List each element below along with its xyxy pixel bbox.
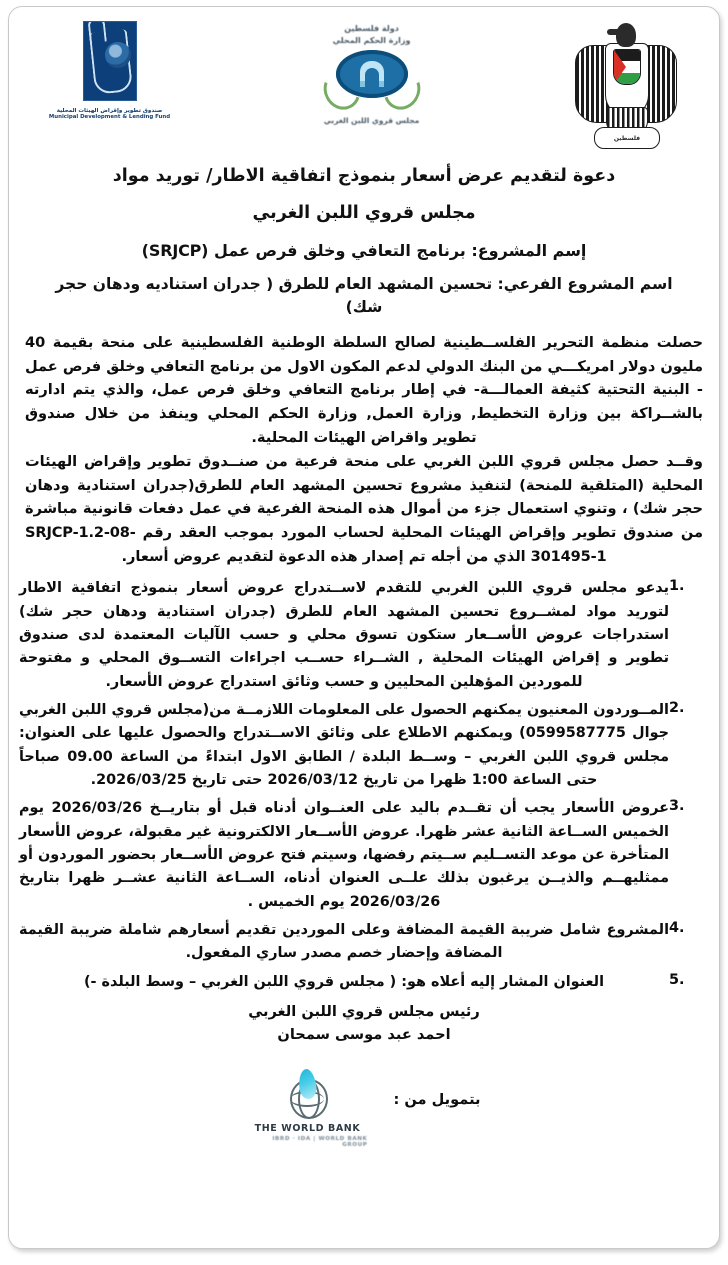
ministry-line-1: دولة فلسطين [344, 24, 399, 33]
ministry-line-2: وزارة الحكم المحلي [332, 35, 411, 45]
clause-number: 3. [669, 798, 685, 815]
mdlf-logo [27, 21, 192, 121]
mdlf-caption [49, 108, 170, 121]
body-paragraph-2: وقــد حصل مجلس قروي اللبن الغربي على منحة فرعية من صنــدوق تطوير وإقراض الهيئات المحلية (المتلقية للمنحة) لتنفيذ مشروع تحسين المشهد العام للطرق(جدران استنادية ودهان حجر شك) ، وتنوي استعمال جزء من أموال هذه المنحة الفرعية في عمل دفعات قانونية مباشرة من صندوق تطوير وإقراض الهيئات المحلية لحساب المورد بموجب العقد رقم SRJCP-1.2-08-301495-1 الذي من أجله تم إصدار هذه الدعوة لتقديم عروض أسعار. [25, 453, 703, 565]
palestine-flag-shield-icon [613, 49, 641, 85]
clause-number: 1. [669, 578, 685, 595]
numbered-clause-list [9, 577, 719, 994]
clause-text: المشروع شامل ضريبة القيمة المضافة وعلى الموردين تقديم أسعارهم شاملة ضريبة القيمة المضافة وإحضار خصم مصدر ساري المفعول. [19, 922, 669, 962]
document-body [9, 331, 719, 568]
signatory-name: احمد عبد موسى سمحان [277, 1026, 451, 1044]
eagle-scroll-banner [594, 127, 660, 149]
ministry-arch-shape [360, 61, 384, 87]
clause-text: المــوردون المعنيون يمكنهم الحصول على المعلومات اللازمــة من(مجلس قروي اللبن الغربي جوال 0599587775) ويمكنهم الاطلاع على وثائق الاســتدراج والحصول عليها على العنوان: مجلس قروي اللبن الغربي – وســط البلدة / الطابق الاول ابتداءً من الساعة 09.00 صباحاً حتى الساعة 1:00 ظهرا من تاريخ 2026/03/12 حتى تاريخ 2026/03/25. [19, 702, 670, 789]
eagle-scroll-text: فلسطين [613, 134, 641, 142]
world-bank-logo [247, 1069, 367, 1148]
world-bank-subtitle: IBRD · IDA | WORLD BANK GROUP [272, 1135, 368, 1148]
clause-number: 4. [669, 920, 685, 936]
mdlf-caption-english: Municipal Development & Lending Fund [48, 114, 171, 121]
palestine-coat-of-arms-logo [551, 21, 701, 153]
mdlf-caption-arabic: صندوق تطوير وإقراض الهيئات المحلية [56, 108, 163, 114]
ministry-emblem-icon [320, 48, 424, 112]
funding-footer [9, 1069, 719, 1148]
clause-text: العنوان المشار إليه أعلاه هو: ( مجلس قروي اللبن الغربي – وسط البلدة -) [83, 973, 605, 990]
world-bank-name: THE WORLD BANK [254, 1122, 361, 1134]
clause-number: 2. [669, 700, 685, 717]
clause-item [19, 919, 703, 966]
project-name-title: إسم المشروع: برنامج التعافي وخلق فرص عمل (SRJCP) [141, 240, 587, 260]
clause-text: عروض الأسعار يجب أن تقــدم باليد على العنــوان أدناه قبل أو بتاريــخ 2026/03/26 يوم الخميس الســاعة الثانية عشر ظهرا. عروض الأســعار الالكترونية غير مقبولة، عروض الأسعار المتأخرة عن موعد التســليم ســيتم رفضها، وسيتم فتح عروض الأســعار بحضور الموردون أو ممثليهــم والذيــن يرغبون بذلك علــى العنوان أدناه، الســاعة الثانية عشــر ظهرا بتاريخ 2026/03/26 يوم الخميس . [19, 800, 669, 910]
ministry-heading [333, 23, 411, 46]
page-title: دعوة لتقديم عرض أسعار بنموذج اتفاقية الاطار/ توريد مواد [112, 166, 616, 186]
globe-icon [288, 1069, 326, 1119]
document-page [8, 6, 720, 1249]
clause-item [19, 971, 703, 994]
ministry-local-government-logo [267, 21, 477, 125]
ministry-council-caption: مجلس قروي اللبن الغربي [323, 116, 420, 126]
eagle-of-saladin-icon [572, 23, 680, 153]
clause-item [19, 699, 703, 792]
mdlf-mark-icon [83, 21, 137, 101]
document-titles [9, 163, 719, 319]
eagle-head [616, 23, 636, 47]
subproject-name-title: اسم المشروع الفرعي: تحسين المشهد العام للطرق ( جدران استناديه ودهان حجر شك) [55, 274, 673, 316]
signatory-title: رئيس مجلس قروي اللبن الغربي [248, 1002, 480, 1020]
header-logo-row [9, 7, 719, 159]
council-name-title: مجلس قروي اللبن الغربي [252, 203, 476, 224]
clause-text: يدعو مجلس قروي اللبن الغربي للتقدم لاســتدراج عروض أسعار بنموذج اتفاقية الاطار لتوريد مواد لمشــروع تحسين المشهد العام للطرق (جدران استنادية ودهان حجر شك) استدراجات عروض الأســعار ستكون تسوق محلي و حسب الآليات المعتمدة لدى صندوق تطوير و إقراض الهيئات المحلية , الشــراء حســب اجراءات التســوق المحلي و مفتوحة للموردين المؤهلين المحليين و حسب وثائق استدراج عروض الأسعار. [19, 580, 669, 690]
body-paragraph-1: حصلت منظمة التحرير الفلســطينية لصالح السلطة الوطنية الفلسطينية على منحة بقيمة 40 مليون دولار امريكـــي من البنك الدولي لدعم المكون الاول من برنامج التعافي وخلق فرص عمل - البنية التحتية كثيفة العمالـــة- في إطار برنامج التعافي وخلق فرص عمل، والذي يتم ادارته بالشــراكة بين وزارة التخطيط, وزارة العمل, وزارة الحكم المحلي وينفذ من خلال صندوق تطوير واقراض الهيئات المحلية. [25, 334, 703, 446]
signature-block [9, 1000, 719, 1047]
funding-label: بتمويل من : [393, 1090, 481, 1108]
clause-item [19, 797, 703, 914]
clause-item [19, 577, 703, 694]
people-icon [105, 42, 131, 68]
clause-number: 5. [669, 971, 685, 988]
